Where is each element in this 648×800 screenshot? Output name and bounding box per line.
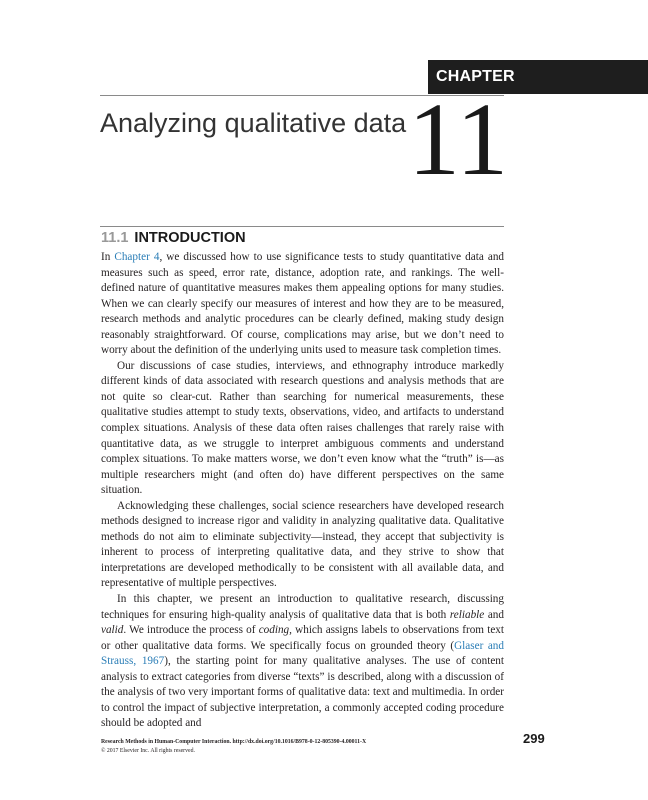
term-coding: coding, — [258, 624, 292, 637]
footer-metadata — [101, 738, 461, 756]
chapter-4-link[interactable]: Chapter 4 — [114, 251, 160, 263]
paragraph-2: Our discussions of case studies, interviews, and ethnography introduce markedly different kinds of data associated with research questions and analysis methods that are not quite so clear-cut. Rather than searching for numerical measurements, these qualitative studies attempt to study texts, observations, video, and artifacts to understand complex situations. Analysis of these data often raises challenges that rarely raise with quantitative data, as we struggle to interpret ambiguous comments and understand complex situations. To make matters worse, we don’t even know what the “truth” is—as multiple researchers might (and often do) have different perspectives on the same situation. — [101, 359, 504, 497]
chapter-number: 11 — [408, 82, 509, 197]
chapter-title: Analyzing qualitative data — [100, 108, 407, 138]
p1-rest: , we discussed how to use significance tests to study quantitative data and measures such as speed, error rate, distance, adoption rate, and rankings. The well-defined nature of quantitative measures makes them appealing options for many studies. When we can clearly specify our measures of interest and how they are to be measured, research methods and analytic procedures can be clearly defined, making study design reasonably straightforward. Of course, complications may arise, but we don’t need to worry about the definition of the underlying units used to measure task completion times. — [101, 251, 505, 357]
p4-s3: . We introduce the process of — [123, 624, 259, 637]
p4-s2: and — [484, 608, 504, 621]
section-title: INTRODUCTION — [134, 230, 246, 246]
glaser-strauss-link[interactable]: Glaser and Strauss, 1967 — [101, 639, 504, 668]
section-heading — [101, 230, 246, 246]
section-number: 11.1 — [101, 230, 129, 246]
paragraph-4 — [101, 592, 504, 732]
page-number: 299 — [523, 731, 545, 746]
term-valid: valid — [101, 624, 124, 637]
p1-lead: In — [101, 251, 115, 263]
paragraph-3: Acknowledging these challenges, social science researchers have developed research methods designed to increase rigor and validity in analyzing qualitative data. Qualitative methods do not aim to eliminate subjectivity—instead, they accept that subjectivity is inherent to process of interpreting qualitative data, and they strive to show that interpretations are developed methodically to be consistent with all available data, and representative of multiple perspectives. — [101, 499, 504, 590]
p4-s5: ), the starting point for many qualitative analyses. The use of content analysis to extract categories from diverse “texts” is described, along with a discussion of the analysis of two very important forms of qualitative data: text and multimedia. In order to control the impact of subjective interpretation, a commonly accepted coding procedure should be adopted and — [101, 655, 504, 730]
section-divider — [100, 226, 504, 227]
footer-copyright: © 2017 Elsevier Inc. All rights reserved. — [101, 748, 195, 754]
p4-s1: In this chapter, we present an introduction to qualitative research, discussing techniques for ensuring high-quality analysis of qualitative data that is both — [101, 593, 504, 621]
footer-citation: Research Methods in Human-Computer Interaction. http://dx.doi.org/10.1016/B978-0-12-805390-4.00011-X — [101, 739, 367, 745]
p4-s4: which assigns labels to observations from text or other qualitative data forms. We specifically focus on grounded theory ( — [101, 624, 504, 652]
body-text — [101, 250, 504, 732]
chapter-label: CHAPTER — [436, 68, 515, 85]
paragraph-1 — [101, 250, 504, 359]
term-reliable: reliable — [449, 608, 485, 621]
